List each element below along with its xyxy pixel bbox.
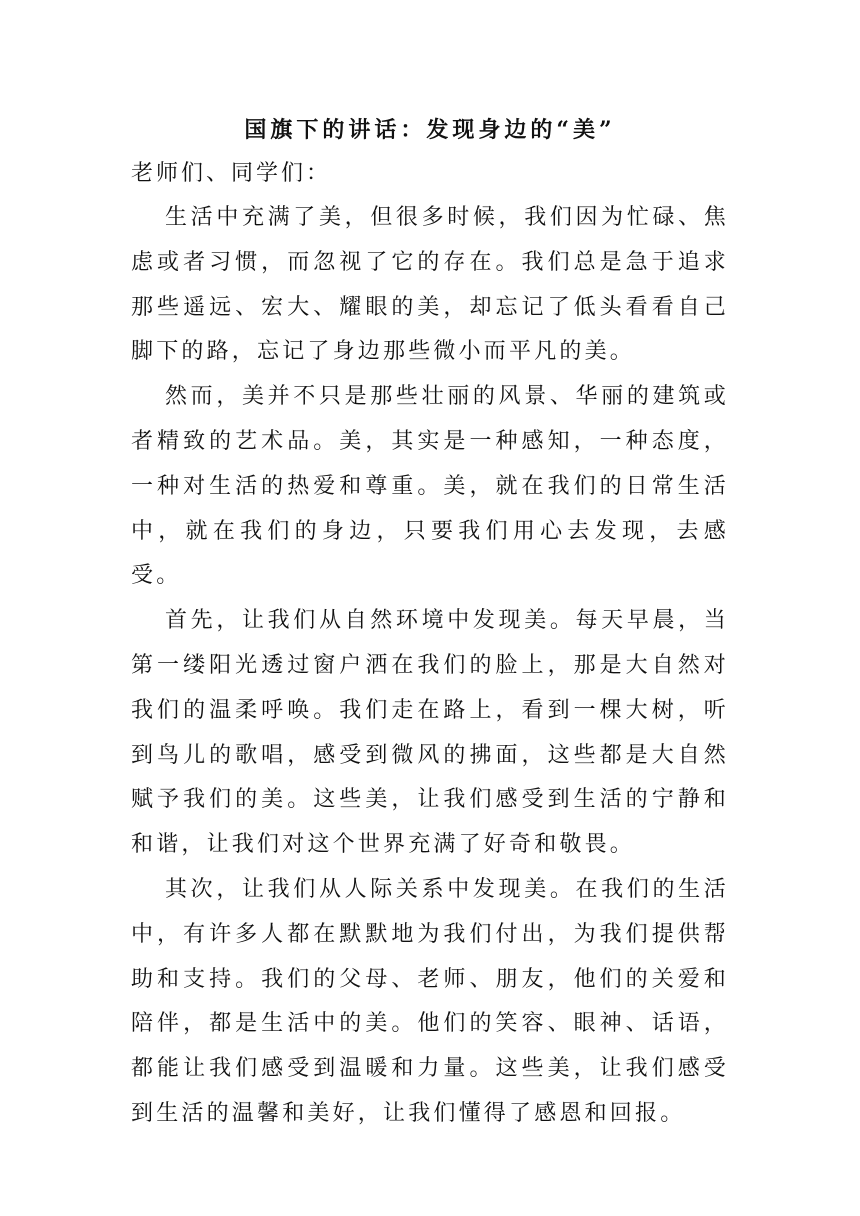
salutation: 老师们、同学们：	[131, 161, 332, 186]
document-body	[131, 108, 729, 1137]
paragraph-2: 然而，美并不只是那些壮丽的风景、华丽的建筑或者精致的艺术品。美，其实是一种感知，一种态度，一种对生活的热爱和尊重。美，就在我们的日常生活中，就在我们的身边，只要我们用心去发现，去感受。	[131, 384, 729, 589]
paragraph-1: 生活中充满了美，但很多时候，我们因为忙碌、焦虑或者习惯，而忽视了它的存在。我们总是急于追求那些遥远、宏大、耀眼的美，却忘记了低头看看自己脚下的路，忘记了身边那些微小而平凡的美。	[131, 205, 729, 365]
document-title: 国旗下的讲话：发现身边的“美”	[244, 117, 616, 143]
paragraph-4: 其次，让我们从人际关系中发现美。在我们的生活中，有许多人都在默默地为我们付出，为我们提供帮助和支持。我们的父母、老师、朋友，他们的关爱和陪伴，都是生活中的美。他们的笑容、眼神、话语，都能让我们感受到温暖和力量。这些美，让我们感受到生活的温馨和美好，让我们懂得了感恩和回报。	[131, 876, 729, 1126]
paragraph-3: 首先，让我们从自然环境中发现美。每天早晨，当第一缕阳光透过窗户洒在我们的脸上，那是大自然对我们的温柔呼唤。我们走在路上，看到一棵大树，听到鸟儿的歌唱，感受到微风的拂面，这些都是大自然赋予我们的美。这些美，让我们感受到生活的宁静和和谐，让我们对这个世界充满了好奇和敬畏。	[131, 608, 729, 858]
